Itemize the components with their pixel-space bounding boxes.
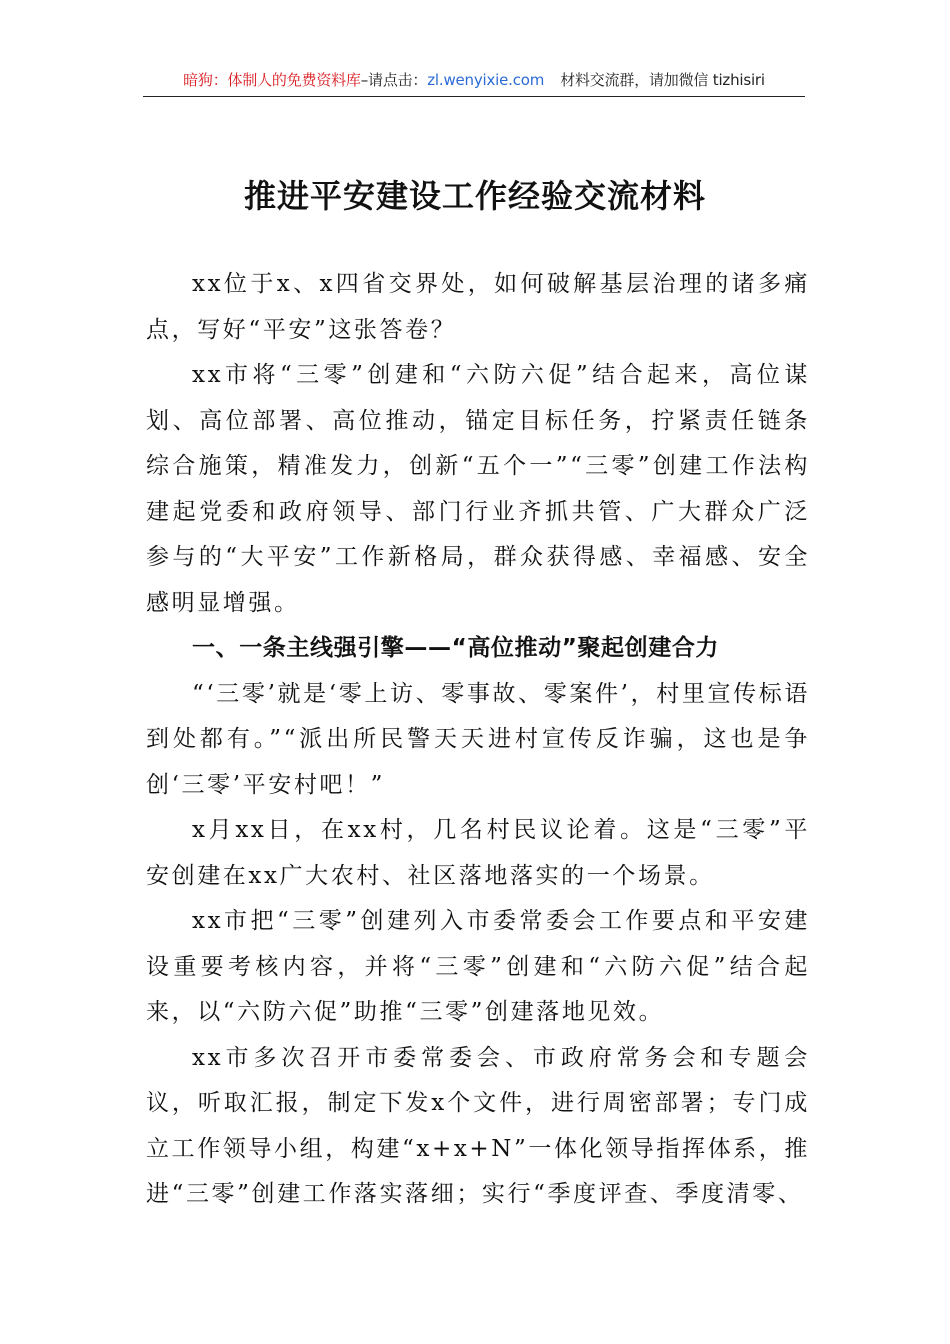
header-brand: 暗狗：体制人的免费资料库 <box>183 71 361 89</box>
section-1-paragraph-3: xx市把“三零”创建列入市委常委会工作要点和平安建设重要考核内容，并将“三零”创建和“六防六促”结合起来，以“六防六促”助推“三零”创建落地见效。 <box>146 908 810 1025</box>
header-click-prompt: –请点击： <box>360 71 428 89</box>
document-body <box>146 262 810 1218</box>
header-url-link[interactable]: zl.wenyixie.com <box>427 71 545 89</box>
page-header <box>143 66 805 97</box>
section-1-heading: 一、一条主线强引擎——“高位推动”聚起创建合力 <box>192 635 720 661</box>
intro-paragraph-1: xx位于x、x四省交界处，如何破解基层治理的诸多痛点，写好“平安”这张答卷？ <box>146 271 810 343</box>
section-1-paragraph-4: xx市多次召开市委常委会、市政府常务会和专题会议，听取汇报，制定下发x个文件，进行周密部署；专门成立工作领导小组，构建“x+x+N”一体化领导指挥体系，推进“三零”创建工作落实落细；实行“季度评查、季度清零、 <box>146 1044 810 1207</box>
document-title: 推进平安建设工作经验交流材料 <box>243 177 706 215</box>
header-contact: 材料交流群，请加微信 tizhisiri <box>560 71 765 89</box>
section-1-paragraph-2: x月xx日，在xx村，几名村民议论着。这是“三零”平安创建在xx广大农村、社区落地落实的一个场景。 <box>146 817 810 889</box>
section-1-paragraph-1: “‘三零’就是‘零上访、零事故、零案件’，村里宣传标语到处都有。”“派出所民警天天进村宣传反诈骗，这也是争创‘三零’平安村吧！” <box>146 680 810 798</box>
intro-paragraph-2: xx市将“三零”创建和“六防六促”结合起来，高位谋划、高位部署、高位推动，锚定目标任务，拧紧责任链条综合施策，精准发力，创新“五个一”“三零”创建工作法构建起党委和政府领导、部门行业齐抓共管、广大群众广泛参与的“大平安”工作新格局，群众获得感、幸福感、安全感明显增强。 <box>146 362 810 616</box>
